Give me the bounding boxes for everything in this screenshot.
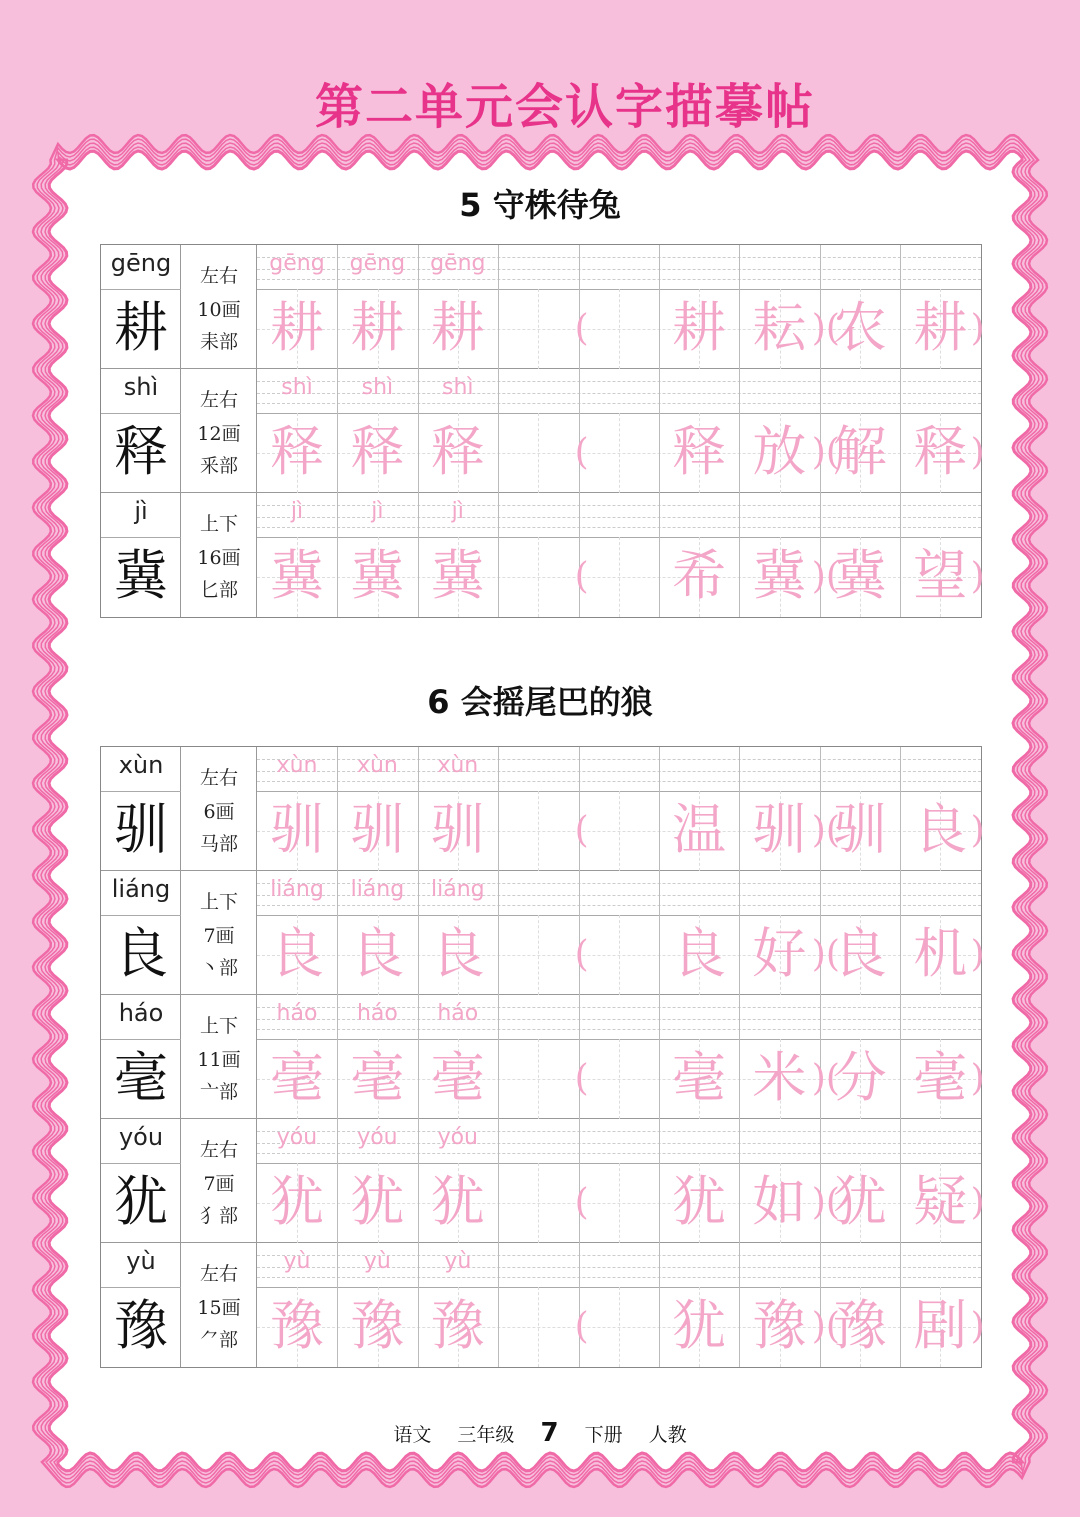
char-radical: 匕部 — [199, 579, 238, 601]
char-radical: 丶部 — [199, 957, 238, 979]
char-info-cell — [181, 1119, 257, 1243]
char-main: 释 — [114, 420, 168, 483]
page-title: 第二单元会认字描摹帖 — [314, 79, 815, 135]
char-row — [101, 1119, 985, 1243]
trace-pinyin: jì — [290, 499, 304, 524]
char-head-cell — [101, 995, 181, 1119]
char-pinyin: jì — [134, 497, 148, 525]
char-info-cell — [181, 493, 257, 617]
word-char: 犹 — [832, 1170, 887, 1233]
tracing-table-lesson-6 — [100, 746, 985, 1368]
char-strokes: 6画 — [203, 801, 235, 823]
tracing-table-lesson-5 — [100, 244, 985, 618]
lesson-title-5: 5 守株待兔 — [459, 186, 621, 224]
trace-char: 良 — [430, 922, 485, 985]
paren-mark: ) — [970, 432, 985, 473]
char-main: 良 — [114, 922, 168, 985]
char-head-cell — [101, 369, 181, 493]
word-char: 疑 — [913, 1170, 968, 1233]
trace-pinyin: háo — [276, 1001, 318, 1026]
trace-char: 耕 — [430, 296, 485, 359]
paren-mark: ( — [574, 1182, 589, 1223]
trace-pinyin: jì — [371, 499, 384, 524]
char-structure: 左右 — [199, 1139, 238, 1161]
word-char: 良 — [672, 922, 726, 985]
paren-mark: ( — [574, 934, 589, 975]
paren-mark: ( — [574, 1058, 589, 1099]
word-char: 耕 — [913, 296, 968, 359]
char-main: 耕 — [114, 296, 168, 359]
trace-pinyin: yóu — [357, 1125, 398, 1150]
trace-pinyin: xùn — [276, 753, 318, 778]
trace-char: 耕 — [270, 296, 324, 359]
trace-pinyin: háo — [437, 1001, 479, 1026]
word-char: 冀 — [752, 544, 807, 607]
paren-mark: ) — [970, 308, 985, 349]
paren-mark: ) — [970, 810, 985, 851]
char-row — [101, 369, 985, 493]
trace-pinyin: gēng — [269, 251, 325, 276]
word-char: 解 — [832, 420, 887, 483]
paren-mark: )( — [811, 308, 840, 349]
paren-mark: ) — [970, 1058, 985, 1099]
trace-char: 良 — [270, 922, 324, 985]
tracing-grid — [257, 1119, 985, 1243]
char-row — [101, 871, 985, 995]
char-head-cell — [101, 493, 181, 617]
word-char: 释 — [913, 420, 968, 483]
word-char: 温 — [672, 798, 726, 861]
char-pinyin: liáng — [111, 875, 171, 903]
paren-mark: ) — [970, 934, 985, 975]
char-pinyin: háo — [118, 999, 164, 1027]
trace-pinyin: yóu — [437, 1125, 479, 1150]
char-structure: 左右 — [199, 265, 238, 287]
char-radical: 亠部 — [199, 1081, 238, 1103]
char-structure: 左右 — [199, 767, 238, 789]
word-char: 良 — [913, 798, 968, 861]
char-row — [101, 995, 985, 1119]
trace-char: 豫 — [430, 1294, 485, 1357]
footer-grade: 三年级 — [457, 1424, 515, 1446]
trace-char: 释 — [350, 420, 405, 483]
word-char: 剧 — [913, 1294, 968, 1357]
char-info-cell — [181, 1243, 257, 1367]
trace-char: 良 — [350, 922, 405, 985]
trace-char: 豫 — [350, 1294, 405, 1357]
paren-mark: ) — [970, 556, 985, 597]
trace-char: 毫 — [270, 1046, 324, 1109]
trace-pinyin: liáng — [270, 877, 324, 902]
word-char: 耕 — [672, 296, 726, 359]
char-structure: 上下 — [199, 1015, 238, 1037]
word-char: 驯 — [752, 798, 807, 861]
word-char: 毫 — [672, 1046, 726, 1109]
trace-char: 犹 — [270, 1170, 324, 1233]
word-char: 放 — [752, 420, 807, 483]
char-head-cell — [101, 1243, 181, 1367]
char-structure: 上下 — [199, 891, 238, 913]
char-strokes: 12画 — [197, 423, 241, 445]
char-info-cell — [181, 871, 257, 995]
page-footer — [0, 1418, 1080, 1448]
trace-char: 毫 — [430, 1046, 485, 1109]
char-strokes: 7画 — [203, 1173, 235, 1195]
paren-mark: )( — [811, 1306, 840, 1347]
paren-mark: )( — [811, 1182, 840, 1223]
trace-char: 冀 — [350, 544, 405, 607]
word-char: 望 — [913, 544, 968, 607]
word-char: 犹 — [672, 1170, 726, 1233]
trace-char: 驯 — [430, 798, 485, 861]
char-strokes: 16画 — [197, 547, 241, 569]
char-head-cell — [101, 871, 181, 995]
char-main: 冀 — [114, 544, 168, 607]
word-char: 米 — [752, 1046, 807, 1109]
char-pinyin: xùn — [118, 751, 164, 779]
char-main: 犹 — [114, 1170, 168, 1233]
char-pinyin: yù — [126, 1247, 156, 1275]
trace-char: 耕 — [350, 296, 405, 359]
trace-pinyin: yóu — [276, 1125, 318, 1150]
word-char: 冀 — [832, 544, 887, 607]
char-row — [101, 245, 985, 369]
tracing-grid — [257, 1243, 985, 1367]
char-head-cell — [101, 747, 181, 871]
paren-mark: )( — [811, 556, 840, 597]
char-pinyin: shì — [123, 373, 159, 401]
trace-pinyin: xùn — [437, 753, 479, 778]
char-strokes: 7画 — [203, 925, 235, 947]
footer-volume: 下册 — [584, 1424, 623, 1446]
tracing-grid — [257, 747, 985, 871]
footer-publisher: 人教 — [648, 1424, 687, 1446]
trace-pinyin: shì — [281, 375, 313, 400]
trace-pinyin: yù — [363, 1249, 391, 1274]
paren-mark: ( — [574, 432, 589, 473]
char-pinyin: yóu — [118, 1123, 164, 1151]
char-radical: 釆部 — [199, 455, 238, 477]
paren-mark: ( — [574, 810, 589, 851]
char-info-cell — [181, 245, 257, 369]
char-head-cell — [101, 1119, 181, 1243]
tracing-grid — [257, 871, 985, 995]
trace-char: 驯 — [350, 798, 405, 861]
word-char: 分 — [832, 1046, 887, 1109]
paren-mark: ) — [970, 1182, 985, 1223]
tracing-grid — [257, 369, 985, 493]
char-structure: 左右 — [199, 389, 238, 411]
char-structure: 上下 — [199, 513, 238, 535]
trace-char: 释 — [270, 420, 324, 483]
char-info-cell — [181, 995, 257, 1119]
trace-char: 释 — [430, 420, 485, 483]
word-char: 毫 — [913, 1046, 968, 1109]
trace-char: 豫 — [270, 1294, 324, 1357]
trace-pinyin: háo — [356, 1001, 398, 1026]
word-char: 机 — [913, 922, 968, 985]
trace-char: 犹 — [350, 1170, 405, 1233]
char-pinyin: gēng — [110, 249, 172, 277]
word-char: 好 — [752, 922, 807, 985]
paren-mark: ( — [574, 308, 589, 349]
trace-pinyin: yù — [283, 1249, 311, 1274]
char-radical: 犭部 — [199, 1205, 238, 1227]
tracing-grid — [257, 245, 985, 369]
char-radical: 耒部 — [199, 331, 238, 353]
char-structure: 左右 — [199, 1263, 238, 1285]
word-char: 良 — [832, 922, 887, 985]
trace-pinyin: gēng — [349, 251, 406, 276]
trace-pinyin: shì — [442, 375, 474, 400]
char-info-cell — [181, 369, 257, 493]
char-row — [101, 493, 985, 617]
word-char: 农 — [832, 296, 887, 359]
word-char: 犹 — [672, 1294, 726, 1357]
lesson-title-6: 6 会摇尾巴的狼 — [427, 683, 653, 721]
word-char: 释 — [672, 420, 726, 483]
paren-mark: )( — [811, 934, 840, 975]
char-radical: 马部 — [199, 833, 238, 855]
char-row — [101, 747, 985, 871]
page-number: 7 — [540, 1418, 559, 1448]
trace-pinyin: liáng — [350, 877, 405, 902]
char-main: 毫 — [114, 1046, 168, 1109]
paren-mark: )( — [811, 1058, 840, 1099]
trace-pinyin: liáng — [430, 877, 485, 902]
word-char: 如 — [752, 1170, 807, 1233]
char-info-cell — [181, 747, 257, 871]
word-char: 豫 — [752, 1294, 807, 1357]
trace-char: 毫 — [350, 1046, 405, 1109]
tracing-grid — [257, 493, 985, 617]
trace-char: 冀 — [270, 544, 324, 607]
word-char: 豫 — [832, 1294, 887, 1357]
char-head-cell — [101, 245, 181, 369]
paren-mark: ( — [574, 1306, 589, 1347]
word-char: 耘 — [752, 296, 807, 359]
trace-char: 驯 — [270, 798, 324, 861]
paren-mark: ) — [970, 1306, 985, 1347]
char-strokes: 11画 — [197, 1049, 241, 1071]
trace-pinyin: xùn — [356, 753, 398, 778]
char-main: 豫 — [114, 1294, 168, 1357]
tracing-grid — [257, 995, 985, 1119]
trace-pinyin: shì — [361, 375, 394, 400]
trace-char: 冀 — [430, 544, 485, 607]
char-radical: ⺈部 — [199, 1329, 238, 1351]
trace-pinyin: gēng — [430, 251, 486, 276]
char-row — [101, 1243, 985, 1367]
char-strokes: 15画 — [197, 1297, 241, 1319]
paren-mark: )( — [811, 810, 840, 851]
trace-pinyin: yù — [444, 1249, 472, 1274]
footer-subject: 语文 — [393, 1424, 432, 1446]
char-strokes: 10画 — [197, 299, 241, 321]
word-char: 希 — [672, 544, 726, 607]
paren-mark: ( — [574, 556, 589, 597]
trace-char: 犹 — [430, 1170, 485, 1233]
char-main: 驯 — [114, 798, 168, 861]
word-char: 驯 — [832, 798, 887, 861]
paren-mark: )( — [811, 432, 840, 473]
trace-pinyin: jì — [451, 499, 464, 524]
